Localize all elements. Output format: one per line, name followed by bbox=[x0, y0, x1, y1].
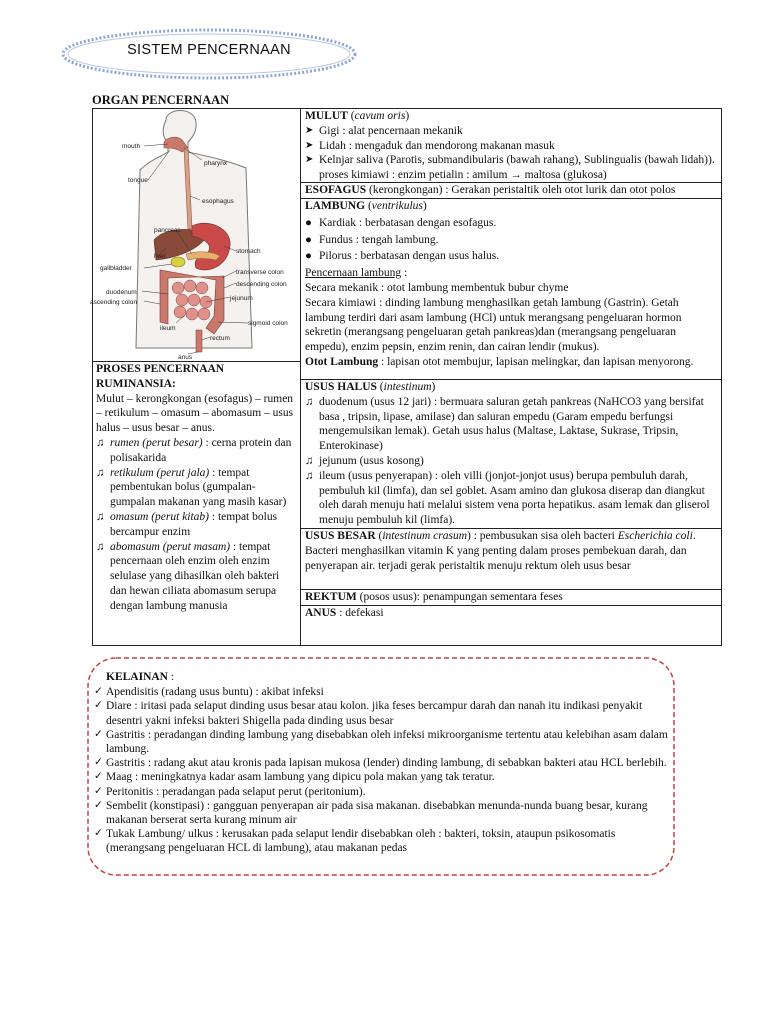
kelainan-item-text: Tukak Lambung/ ulkus : kerusakan pada selaput lendir disebabkan oleh : bakteri, toksin, ataupun psikosomatis (merangsang pengeluaran HCL di lambung), atau makanan pedas bbox=[106, 828, 616, 855]
kelainan-item: ✓ Tukak Lambung/ ulkus : kerusakan pada selaput lendir disebabkan oleh : bakteri, toksin, ataupun psikosomatis (merangsang pengeluaran HCL di lambung), atau makanan pedas bbox=[94, 828, 616, 855]
usus-halus-item-text: duodenum (usus 12 jari) : bermuara saluran getah pankreas (NaHCO3 yang bersifat basa , tripsin, lipase, amilase) dan saluran empedu (Garam empedu berfungsi mengemulsikan lemak). Getah usus halus (Maltase, Laktase, Sukrase, Tripsin, Enterokinase) bbox=[319, 395, 704, 453]
anus-cell bbox=[305, 606, 717, 621]
kelainan-item: ✓ Gastritis : peradangan dinding lambung yang disebabkan oleh infeksi mikroorganisme tertentu atau kelebihan asam dalam lambung. bbox=[94, 728, 668, 756]
diagram-label-stomach: stomach bbox=[236, 248, 261, 255]
lambung-title: LAMBUNG bbox=[305, 200, 366, 212]
usus-besar-bacteria: Escherichia coli bbox=[617, 530, 693, 542]
ruminansia-item: ♫ omasum (perut kitab) : tempat bolus bercampur enzim bbox=[96, 510, 278, 538]
ruminansia-item-desc: : tempat pencernaan oleh enzim oleh enzim selulase yang dihasilkan oleh bakteri dan hewan ciliata abomasum serupa dengan lambung manusia bbox=[110, 540, 280, 612]
mulut-item: ➤ Lidah : mengaduk dan mendorong makanan masuk bbox=[305, 139, 555, 152]
usus-besar-desc-2: . Bacteri menghasilkan vitamin K yang penting dalam proses pembekuan darah, dan penyerapan air. terjadi gerak peristaltik menuju rektum oleh usus besar bbox=[305, 530, 696, 572]
diagram-label-duodenum: duodenum bbox=[106, 289, 137, 296]
ruminansia-item-name: omasum (perut kitab) bbox=[110, 510, 210, 523]
usus-besar-cell: USUS BESAR (intestinum crasum) : pembusukan sisa oleh bacteri Escherichia coli. Bacteri menghasilkan vitamin K yang penting dalam proses pembekuan darah, dan penyerapan air. terjadi gerak peristaltik menuju rektum oleh usus besar bbox=[305, 530, 696, 572]
ruminansia-item-desc: : tempat bolus bercampur enzim bbox=[110, 510, 278, 538]
diagram-label-descending-colon: descending colon bbox=[236, 281, 287, 288]
kelainan-item: ✓ Maag : meningkatnya kadar asam lambung yang dipicu pola makan yang tak teratur. bbox=[94, 771, 495, 784]
page-title: SISTEM PENCERNAAN bbox=[127, 42, 291, 58]
diagram-label-sigmoid-colon: sigmoid colon bbox=[248, 320, 288, 327]
esofagus-desc: (kerongkongan) : Gerakan peristaltik oleh otot lurik dan otot polos bbox=[366, 184, 676, 196]
pencernaan-lambung-title: Pencernaan lambung bbox=[305, 267, 402, 280]
ruminansia-item-desc: : cerna protein dan polisakarida bbox=[110, 436, 292, 464]
ruminansia-item-name: rumen (perut besar) bbox=[110, 436, 203, 449]
rektum-title: REKTUM bbox=[305, 591, 357, 603]
lambung-item: ● Fundus : tengah lambung. bbox=[305, 233, 439, 246]
usus-halus-item-text: jejunum (usus kosong) bbox=[319, 454, 424, 467]
kelainan-item-text: Diare : iritasi pada selaput dinding usus besar atau kolon. jika feses bercampur darah dan nanah itu indikasi penyakit desentri yakni infeksi bakteri Shigella pada dinding usus besar bbox=[106, 700, 643, 727]
diagram-label-pancreas: pancreas bbox=[154, 227, 181, 234]
esofagus-cell bbox=[305, 183, 717, 198]
mulut-latin: cavum oris bbox=[354, 110, 406, 122]
diagram-label-tongue: tongue bbox=[128, 177, 148, 184]
mulut-title: MULUT bbox=[305, 110, 348, 122]
kelainan-item-text: Peritonitis : peradangan pada selaput perut (peritonium). bbox=[106, 785, 366, 798]
diagram-label-gallbladder: gallbladder bbox=[100, 265, 132, 272]
lambung-item-text: Fundus : tengah lambung. bbox=[319, 233, 439, 246]
pencernaan-lambung-line: Secara mekanik : otot lambung membentuk bubur chyme bbox=[305, 281, 569, 294]
diagram-label-liver: liver bbox=[154, 253, 166, 260]
diagram-label-anus: anus bbox=[178, 354, 193, 361]
mulut-cell: MULUT (cavum oris) ➤ Gigi : alat pencernaan mekanik ➤ Lidah : mengaduk dan mendorong makanan masuk ➤ Kelnjar saliva (Parotis, submandibularis (bawah rahang), Sublingualis (bawah lidah)). proses kimiawi : enzim petialin : amilum → maltosa (glukosa) bbox=[305, 109, 717, 183]
kelainan-item: ✓ Apendisitis (radang usus buntu) : akibat infeksi bbox=[94, 686, 324, 699]
ruminansia-item: ♫ rumen (perut besar) : cerna protein dan polisakarida bbox=[96, 436, 292, 464]
mulut-item-text: Gigi : alat pencernaan mekanik bbox=[319, 124, 463, 137]
usus-besar-desc: : pembusukan sisa oleh bacteri bbox=[470, 530, 618, 542]
kelainan-item-text: Apendisitis (radang usus buntu) : akibat infeksi bbox=[106, 686, 324, 699]
mulut-item: ➤ Gigi : alat pencernaan mekanik bbox=[305, 124, 463, 137]
rektum-cell bbox=[305, 590, 717, 605]
section-heading: ORGAN PENCERNAAN bbox=[92, 93, 230, 107]
usus-halus-cell: USUS HALUS (intestinum) ♫ duodenum (usus 12 jari) : bermuara saluran getah pankreas (NaHCO3 yang bersifat basa , tripsin, lipase, amilase) dan saluran empedu (Garam empedu berfungsi mengemulsikan lemak). Getah usus halus (Maltase, Laktase, Sukrase, Tripsin, Enterokinase) ♫ jejunum (usus kosong) ♫ ileum (usus penyerapan) : oleh villi (jonjot-jonjot usus) berupa pembuluh darah, pembuluh kil (limfa), dan sel goblet. Asam amino dan glukosa diserap dan diangkut oleh darah menuju hati melalui sistem vena porta hepatikus. asam lemak dan gliserol menuju pembuluh kil (limfa). bbox=[305, 380, 717, 528]
ruminansia-heading: PROSES PENCERNAAN RUMINANSIA: bbox=[96, 363, 225, 390]
usus-besar-title: USUS BESAR bbox=[305, 530, 376, 542]
mulut-item-text: Lidah : mengaduk dan mendorong makanan masuk bbox=[319, 139, 555, 152]
anus-desc: : defekasi bbox=[336, 607, 384, 619]
diagram-label-mouth: mouth bbox=[122, 143, 141, 150]
lambung-latin: ventrikulus bbox=[371, 200, 423, 212]
lambung-item-text: Kardiak : berbatasan dengan esofagus. bbox=[319, 216, 497, 229]
ruminansia-item: ♫ retikulum (perut jala) : tempat pembentukan bolus (gumpalan-gumpalan makanan yang masih kasar) bbox=[96, 466, 287, 509]
usus-halus-title: USUS HALUS bbox=[305, 381, 377, 393]
lambung-item: ● Pilorus : berbatasan dengan usus halus. bbox=[305, 250, 500, 263]
mulut-item-text: Kelnjar saliva (Parotis, submandibularis (bawah rahang), Sublingualis (bawah lidah)). proses kimiawi : enzim petialin : amilum → maltosa (glukosa) bbox=[319, 154, 715, 182]
lambung-item-text: Pilorus : berbatasan dengan usus halus. bbox=[319, 250, 500, 263]
kelainan-item-text: Maag : meningkatnya kadar asam lambung yang dipicu pola makan yang tak teratur. bbox=[106, 771, 495, 784]
lambung-cell: LAMBUNG (ventrikulus) ● Kardiak : berbatasan dengan esofagus. ● Fundus : tengah lambung. ● Pilorus : berbatasan dengan usus halus. Pencernaan lambung : Secara mekanik : otot lambung membentuk bubur chyme Secara kimiawi : dinding lambung menghasilkan getah lambung (Gastrin). Getah lambung terdiri dari asam lambung (HCl) untuk merangsang pengeluaran hormon sekretin (merangsang pengeluaran getah pankreas)dan (merangsang pengeluaran empedu), enzim pepsin, enzim renin, dan cairan lendir (mukus). Otot Lambung : lapisan otot membujur, lapisan melingkar, dan lapisan menyorong. bbox=[305, 199, 717, 370]
ruminansia-item-desc: : tempat pembentukan bolus (gumpalan-gumpalan makanan yang masih kasar) bbox=[110, 466, 287, 509]
anus-title: ANUS bbox=[305, 607, 337, 619]
diagram-label-ileum: ileum bbox=[160, 325, 176, 332]
kelainan-item-text: Sembelit (konstipasi) : gangguan penyerapan air pada sisa makanan. disebabkan menunda-nunda buang besar, kurang makanan berserat serta kurang minum air bbox=[106, 799, 648, 827]
otot-lambung-desc: : lapisan otot membujur, lapisan melingkar, dan lapisan menyorong. bbox=[378, 355, 694, 368]
rektum-desc: (posos usus): penampungan sementara feses bbox=[356, 591, 563, 603]
usus-halus-item: ♫ ileum (usus penyerapan) : oleh villi (jonjot-jonjot usus) berupa pembuluh darah, pembuluh kil (limfa), dan sel goblet. Asam amino dan glukosa diserap dan diangkut oleh darah menuju hati melalui sistem vena porta hepatikus. asam lemak dan gliserol menuju pembuluh kil (limfa). bbox=[305, 469, 710, 527]
kelainan-item: ✓ Gastritis : radang akut atau kronis pada lapisan mukosa (lender) dinding lambung, di sebabkan bakteri atau HCL berlebih. bbox=[94, 757, 667, 770]
ruminansia-flow: Mulut – kerongkongan (esofagus) – rumen – retikulum – omasum – abomasum – usus halus – usus besar – anus. bbox=[96, 392, 294, 435]
kelainan-item-text: Gastritis : peradangan dinding lambung yang disebabkan oleh infeksi mikroorganisme tertentu atau kelebihan asam dalam lambung. bbox=[106, 728, 668, 756]
diagram-label-jejunum: jejunum bbox=[230, 295, 253, 302]
kelainan-item: ✓ Sembelit (konstipasi) : gangguan penyerapan air pada sisa makanan. disebabkan menunda-nunda buang besar, kurang makanan berserat serta kurang minum air bbox=[94, 799, 648, 827]
ruminansia-cell bbox=[96, 362, 296, 614]
otot-lambung-title: Otot Lambung bbox=[305, 355, 379, 368]
kelainan-item: ✓ Diare : iritasi pada selaput dinding usus besar atau kolon. jika feses bercampur darah dan nanah itu indikasi penyakit desentri yakni infeksi bakteri Shigella pada dinding usus besar bbox=[94, 700, 643, 727]
kelainan-title: KELAINAN bbox=[106, 671, 168, 683]
ruminansia-item: ♫ abomasum (perut masam) : tempat pencernaan oleh enzim oleh enzim selulase yang dihasilkan oleh bakteri dan hewan ciliata abomasum serupa dengan lambung manusia bbox=[96, 540, 280, 612]
kelainan-list: KELAINAN : ✓ Apendisitis (radang usus buntu) : akibat infeksi ✓ Diare : iritasi pada selaput dinding usus besar atau kolon. jika feses bercampur darah dan nanah itu indikasi penyakit desentri yakni infeksi bakteri Shigella pada dinding usus besar ✓ Gastritis : peradangan dinding lambung yang disebabkan oleh infeksi mikroorganisme tertentu atau kelebihan asam dalam lambung. ✓ Gastritis : radang akut atau kronis pada lapisan mukosa (lender) dinding lambung, di sebabkan bakteri atau HCL berlebih. ✓ Maag : meningkatnya kadar asam lambung yang dipicu pola makan yang tak teratur. ✓ Peritonitis : peradangan pada selaput perut (peritonium). ✓ Sembelit (konstipasi) : gangguan penyerapan air pada sisa makanan. disebabkan menunda-nunda buang besar, kurang makanan berserat serta kurang minum air ✓ Tukak Lambung/ ulkus : kerusakan pada selaput lendir disebabkan oleh : bakteri, toksin, ataupun psikosomatis (merangsang pengeluaran HCL di lambung), atau makanan pedas bbox=[94, 670, 672, 872]
usus-halus-item: ♫ jejunum (usus kosong) bbox=[305, 454, 424, 467]
diagram-label-rectum: rectum bbox=[210, 335, 230, 342]
kelainan-item-text: Gastritis : radang akut atau kronis pada lapisan mukosa (lender) dinding lambung, di sebabkan bakteri atau HCL berlebih. bbox=[106, 757, 667, 770]
diagram-label-esophagus: esophagus bbox=[202, 198, 234, 205]
diagram-label-pharynx: pharynx bbox=[204, 160, 228, 167]
usus-halus-item: ♫ duodenum (usus 12 jari) : bermuara saluran getah pankreas (NaHCO3 yang bersifat basa , tripsin, lipase, amilase) dan saluran empedu (Garam empedu berfungsi mengemulsikan lemak). Getah usus halus (Maltase, Laktase, Sukrase, Tripsin, Enterokinase) bbox=[305, 395, 704, 453]
lambung-item: ● Kardiak : berbatasan dengan esofagus. bbox=[305, 216, 497, 229]
ruminansia-item-name: retikulum (perut jala) bbox=[110, 466, 210, 479]
mulut-item: ➤ Kelnjar saliva (Parotis, submandibularis (bawah rahang), Sublingualis (bawah lidah)). proses kimiawi : enzim petialin : amilum → maltosa (glukosa) bbox=[305, 154, 715, 182]
usus-halus-item-text: ileum (usus penyerapan) : oleh villi (jonjot-jonjot usus) berupa pembuluh darah, pembuluh kil (limfa), dan sel goblet. Asam amino dan glukosa diserap dan diangkut oleh darah menuju hati melalui sistem vena porta hepatikus. asam lemak dan gliserol menuju pembuluh kil (limfa). bbox=[319, 469, 710, 527]
ruminansia-item-name: abomasum (perut masam) bbox=[110, 540, 231, 553]
diagram-label-transverse-colon: transverse colon bbox=[236, 269, 284, 276]
diagram-label-ascending-colon: ascending colon bbox=[90, 299, 137, 306]
esofagus-title: ESOFAGUS bbox=[305, 184, 367, 196]
usus-halus-latin: intestinum bbox=[383, 381, 432, 393]
usus-besar-latin: intestinum crasum bbox=[382, 530, 467, 542]
digestive-system-diagram bbox=[90, 108, 296, 361]
kelainan-item: ✓ Peritonitis : peradangan pada selaput perut (peritonium). bbox=[94, 785, 366, 798]
pencernaan-lambung-line: Secara kimiawi : dinding lambung menghasilkan getah lambung (Gastrin). Getah lambung terdiri dari asam lambung (HCl) untuk merangsang pengeluaran hormon sekretin (merangsang pengeluaran getah pankreas)dan (merangsang pengeluaran empedu), enzim pepsin, enzim renin, dan cairan lendir (mukus). bbox=[305, 296, 682, 354]
